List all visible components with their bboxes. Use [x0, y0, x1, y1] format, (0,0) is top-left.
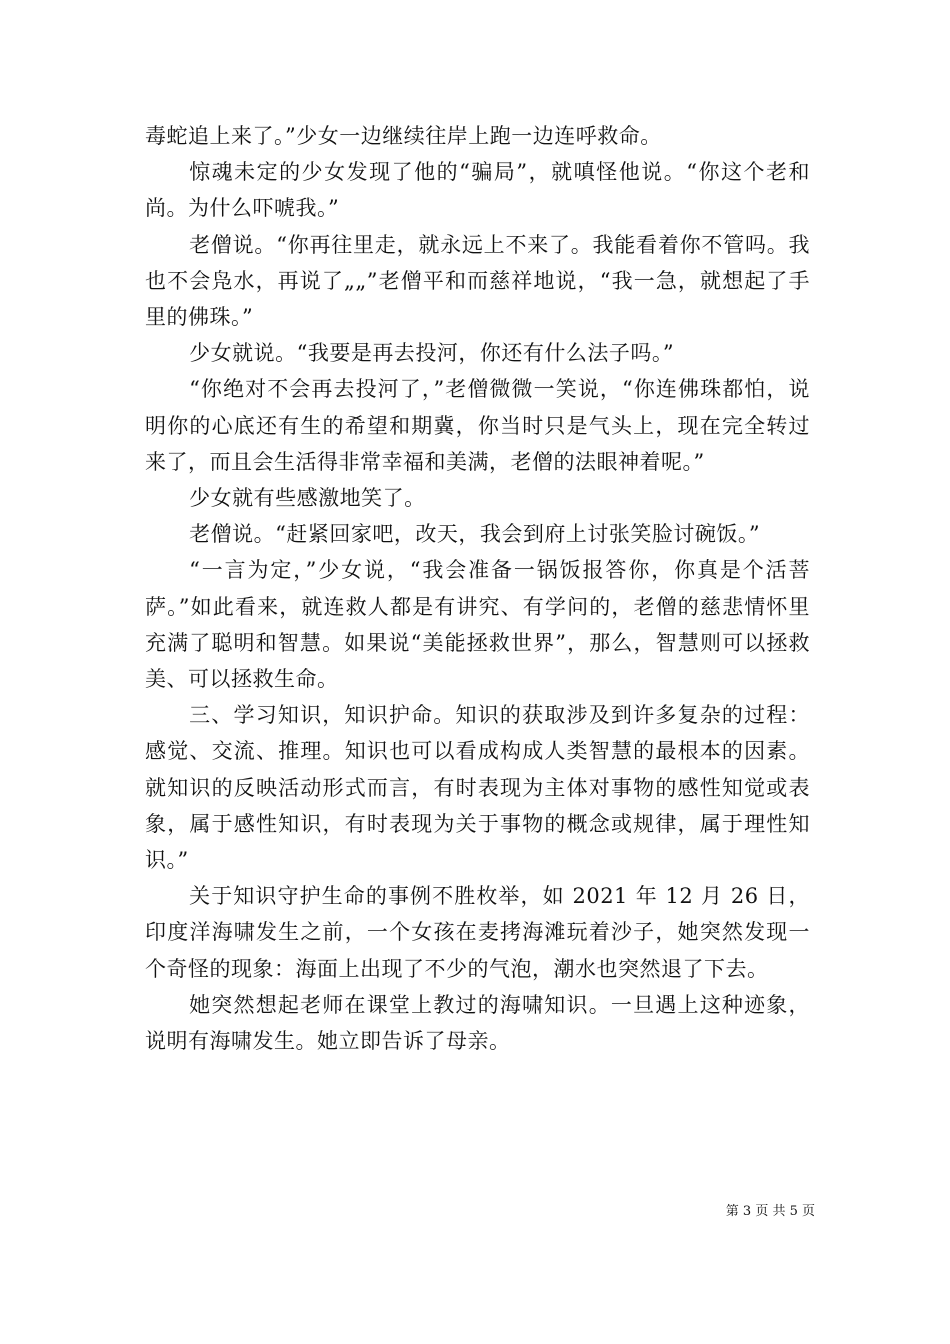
paragraph: 少女就说。“我要是再去投河，你还有什么法子吗。” — [189, 341, 675, 366]
paragraph: 关于知识守护生命的事例不胜枚举，如 2021 年 12 月 26 日，印度洋海啸发生之前，一个女孩在麦拷海滩玩着沙子，她突然发现一个奇怪的现象：海面上出现了不少的气泡，潮水也突然退了下去。 — [145, 884, 810, 981]
paragraph: 老僧说。“赶紧回家吧，改天，我会到府上讨张笑脸讨碗饭。” — [189, 522, 761, 547]
paragraph: 少女就有些感激地笑了。 — [189, 486, 426, 511]
paragraph: 老僧说。“你再往里走，就永远上不来了。我能看着你不管吗。我也不会凫水，再说了„„”老僧平和而慈祥地说，“我一急，就想起了手里的佛珠。” — [145, 232, 810, 330]
body-text — [145, 118, 810, 1059]
paragraph: 毒蛇追上来了。”少女一边继续往岸上跑一边连呼救命。 — [145, 124, 662, 148]
paragraph: 三、学习知识，知识护命。知识的获取涉及到许多复杂的过程：感觉、交流、推理。知识也可以看成构成人类智慧的最根本的因素。就知识的反映活动形式而言，有时表现为主体对事物的感性知觉或表象，属于感性知识，有时表现为关于事物的概念或规律，属于理性知识。” — [145, 703, 810, 873]
page-number-footer: 第 3 页 共 5 页 — [725, 1204, 815, 1219]
paragraph: 她突然想起老师在课堂上教过的海啸知识。一旦遇上这种迹象，说明有海啸发生。她立即告诉了母亲。 — [145, 992, 810, 1054]
paragraph: 惊魂未定的少女发现了他的“骗局”，就嗔怪他说。“你这个老和尚。为什么吓唬我。” — [145, 160, 810, 221]
paragraph: “你绝对不会再去投河了，”老僧微微一笑说，“你连佛珠都怕，说明你的心底还有生的希望和期冀，你当时只是气头上，现在完全转过来了，而且会生活得非常幸福和美满，老僧的法眼神着呢。” — [145, 377, 810, 474]
paragraph: “一言为定，”少女说，“我会准备一锅饭报答你，你真是个活菩萨。”如此看来，就连救人都是有讲究、有学问的，老僧的慈悲情怀里充满了聪明和智慧。如果说“美能拯救世界”，那么，智慧则可以拯救美、可以拯救生命。 — [145, 558, 810, 692]
